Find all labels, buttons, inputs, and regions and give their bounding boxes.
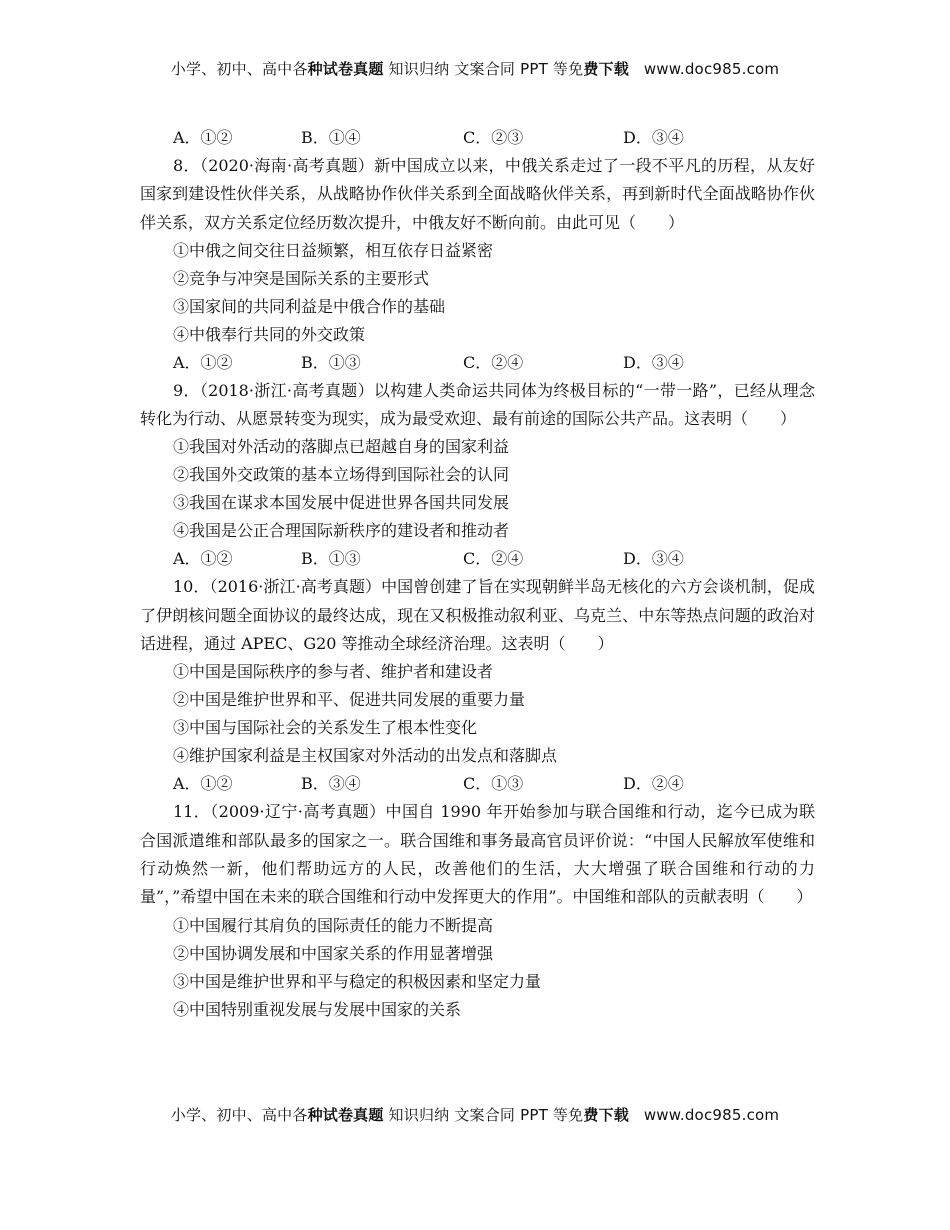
header-banner (0, 58, 950, 79)
option-c: C．②④ (463, 352, 524, 372)
footer-mid: 知识归纳 文案合同 PPT 等免 (383, 1106, 584, 1124)
q8-item-3: ③国家间的共同利益是中俄合作的基础 (173, 296, 446, 316)
q11-item-4: ④中国特别重视发展与发展中国家的关系 (173, 999, 462, 1019)
q11-item-3: ③中国是维护世界和平与稳定的积极因素和坚定力量 (173, 971, 542, 991)
option-c: C．①③ (463, 774, 524, 794)
q10-item-1: ①中国是国际秩序的参与者、维护者和建设者 (173, 662, 494, 682)
footer-prefix: 小学、初中、高中各 (170, 1106, 308, 1124)
q8-item-4: ④中俄奉行共同的外交政策 (173, 324, 366, 344)
footer-bold-2: 费下载 (583, 1106, 629, 1124)
q9-stem: 9．（2018·浙江·高考真题）以构建人类命运共同体为终极目标的“一带一路”，已经从理念转化为行动、从愿景转变为现实，成为最受欢迎、最有前途的国际公共产品。这表明（ ） (140, 380, 815, 429)
option-d: D．③④ (623, 549, 684, 569)
q11-stem: 11．（2009·辽宁·高考真题）中国自 1990 年开始参加与联合国维和行动，迄今已成为联合国派遣维和部队最多的国家之一。联合国维和事务最高官员评价说：“中国人民解放军使维和行动焕然一新，他们帮助远方的人民，改善他们的生活，大大增强了联合国维和行动的力量”，”希望中国在未来的联合国维和行动中发挥更大的作用”。中国维和部队的贡献表明（ ） (140, 802, 815, 907)
footer-url[interactable]: www.doc985.com (643, 1106, 780, 1124)
option-d: D．③④ (623, 128, 684, 147)
q9-item-4: ④我国是公正合理国际新秩序的建设者和推动者 (173, 521, 510, 541)
q8-item-1: ①中俄之间交往日益频繁，相互依存日益紧密 (173, 240, 494, 260)
option-c: C．②③ (463, 128, 524, 147)
q8-options (140, 349, 815, 377)
q10-options (140, 770, 815, 798)
q10-item-2: ②中国是维护世界和平、促进共同发展的重要力量 (173, 690, 526, 710)
option-a: A．①② (173, 128, 233, 147)
option-b: B．①④ (301, 128, 361, 147)
option-b: B．③④ (301, 774, 361, 794)
header-bold-1: 种试卷真题 (307, 60, 384, 78)
option-d: D．③④ (623, 352, 684, 372)
option-d: D．②④ (623, 774, 684, 794)
q11-item-1: ①中国履行其肩负的国际责任的能力不断提高 (173, 915, 494, 935)
option-a: A．①② (173, 549, 233, 569)
header-mid: 知识归纳 文案合同 PPT 等免 (383, 60, 584, 78)
q8-stem: 8．（2020·海南·高考真题）新中国成立以来，中俄关系走过了一段不平凡的历程，从友好国家到建设性伙伴关系，从战略协作伙伴关系到全面战略伙伴关系，再到新时代全面战略协作伙伴关系，双方关系定位经历数次提升，中俄友好不断向前。由此可见（ ） (140, 156, 815, 232)
option-c: C．②④ (463, 549, 524, 569)
q7-options (140, 124, 815, 152)
header-url[interactable]: www.doc985.com (643, 60, 780, 78)
option-a: A．①② (173, 774, 233, 794)
footer-banner (0, 1104, 950, 1125)
q9-item-1: ①我国对外活动的落脚点已超越自身的国家利益 (173, 437, 510, 457)
q8-item-2: ②竞争与冲突是国际关系的主要形式 (173, 268, 430, 288)
option-b: B．①③ (301, 352, 361, 372)
q9-item-3: ③我国在谋求本国发展中促进世界各国共同发展 (173, 493, 510, 513)
q10-item-4: ④维护国家利益是主权国家对外活动的出发点和落脚点 (173, 746, 558, 766)
option-b: B．①③ (301, 549, 361, 569)
header-prefix: 小学、初中、高中各 (170, 60, 308, 78)
footer-bold-1: 种试卷真题 (307, 1106, 384, 1124)
option-a: A．①② (173, 352, 233, 372)
q10-stem: 10．（2016·浙江·高考真题）中国曾创建了旨在实现朝鲜半岛无核化的六方会谈机制，促成了伊朗核问题全面协议的最终达成，现在又积极推动叙利亚、乌克兰、中东等热点问题的政治对话进程，通过 APEC、G20 等推动全球经济治理。这表明（ ） (140, 577, 815, 654)
header-bold-2: 费下载 (583, 60, 629, 78)
q10-item-3: ③中国与国际社会的关系发生了根本性变化 (173, 718, 478, 738)
q11-item-2: ②中国协调发展和中国家关系的作用显著增强 (173, 943, 494, 963)
document-body (140, 124, 815, 1024)
q9-item-2: ②我国外交政策的基本立场得到国际社会的认同 (173, 465, 510, 485)
q9-options (140, 545, 815, 573)
